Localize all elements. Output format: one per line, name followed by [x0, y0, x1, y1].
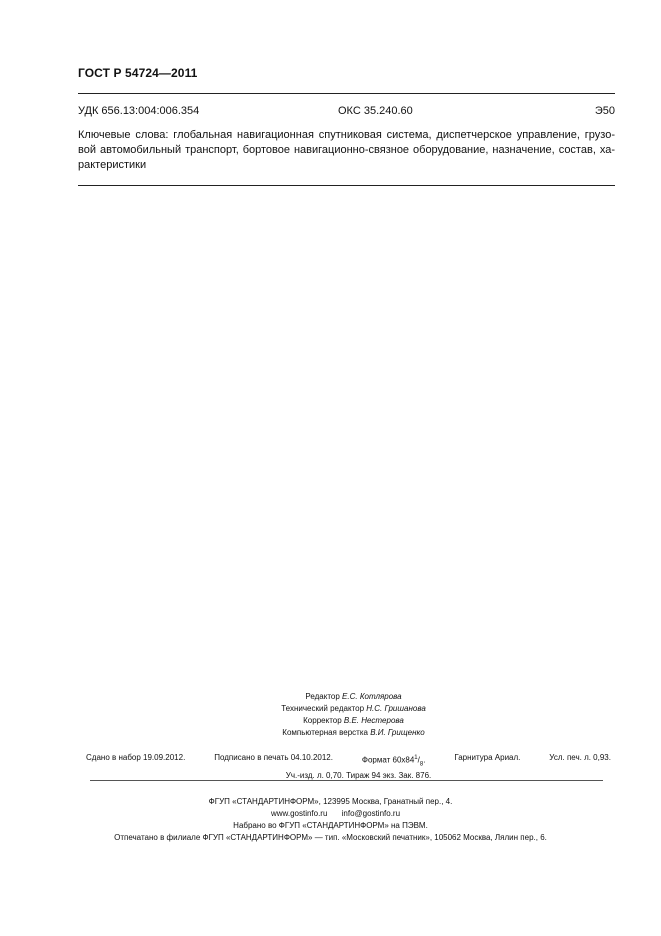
credit-proofreader [46, 715, 661, 727]
credit-person: В.Е. Нестерова [343, 716, 404, 725]
credit-tech-editor [46, 703, 661, 715]
print-info [86, 752, 611, 782]
publisher-address: ФГУП «СТАНДАРТИНФОРМ», 123995 Москва, Гранатный пер., 4. [208, 797, 453, 806]
website-link[interactable]: www.gostinfo.ru [270, 809, 328, 818]
publisher-contacts [10, 808, 661, 820]
credit-role: Корректор [303, 716, 342, 725]
credit-editor [46, 691, 661, 703]
top-divider [78, 93, 615, 94]
keywords-line-3: рактеристики [78, 159, 147, 171]
keywords-line-1: Ключевые слова: глобальная навигационная спутниковая система, диспетчерское управление, грузо- [78, 129, 615, 141]
oks-code: ОКС 35.240.60 [338, 105, 413, 117]
paper-format: Формат $60х84^1/_8$. [361, 755, 426, 768]
category-code: Э50 [594, 105, 615, 117]
credit-person: Е.С. Котлярова [342, 692, 402, 701]
print-info-row-2: Уч.-изд. л. 0,70. Тираж 94 экз. Зак. 876. [285, 771, 432, 781]
credit-role: Компьютерная верстка [282, 728, 368, 737]
email-link[interactable]: info@gostinfo.ru [341, 809, 401, 818]
typeset-note: Набрано во ФГУП «СТАНДАРТИНФОРМ» на ПЭВМ. [233, 821, 428, 830]
signed-date: Подписано в печать 04.10.2012. [214, 753, 333, 762]
printed-note: Отпечатано в филиале ФГУП «СТАНДАРТИНФОРМ» — тип. «Московский печатник», 105062 Москва, Лялин пер., 6. [114, 833, 547, 842]
publisher-block [0, 796, 661, 844]
printed-sheets: Усл. печ. л. 0,93. [549, 753, 611, 762]
credit-person: В.И. Грищенко [370, 728, 425, 737]
classification-line [78, 105, 615, 117]
credit-role: Технический редактор [281, 704, 365, 713]
typeface: Гарнитура Ариал. [454, 753, 521, 762]
credit-layout [46, 727, 661, 739]
credits-block [0, 691, 661, 739]
keywords-block [78, 128, 615, 173]
submitted-date: Сдано в набор 19.09.2012. [86, 753, 186, 762]
publisher-divider [90, 780, 603, 781]
keywords-line-2: вой автомобильный транспорт, бортовое навигационно-связное оборудование, назначение, состав, ха- [78, 144, 615, 156]
udk-code: УДК 656.13:004:006.354 [78, 105, 200, 117]
document-title: ГОСТ Р 54724—2011 [78, 66, 198, 80]
credit-role: Редактор [305, 692, 340, 701]
credit-person: Н.С. Гришанова [366, 704, 426, 713]
print-info-row-1 [86, 752, 611, 770]
bottom-divider [78, 185, 615, 186]
